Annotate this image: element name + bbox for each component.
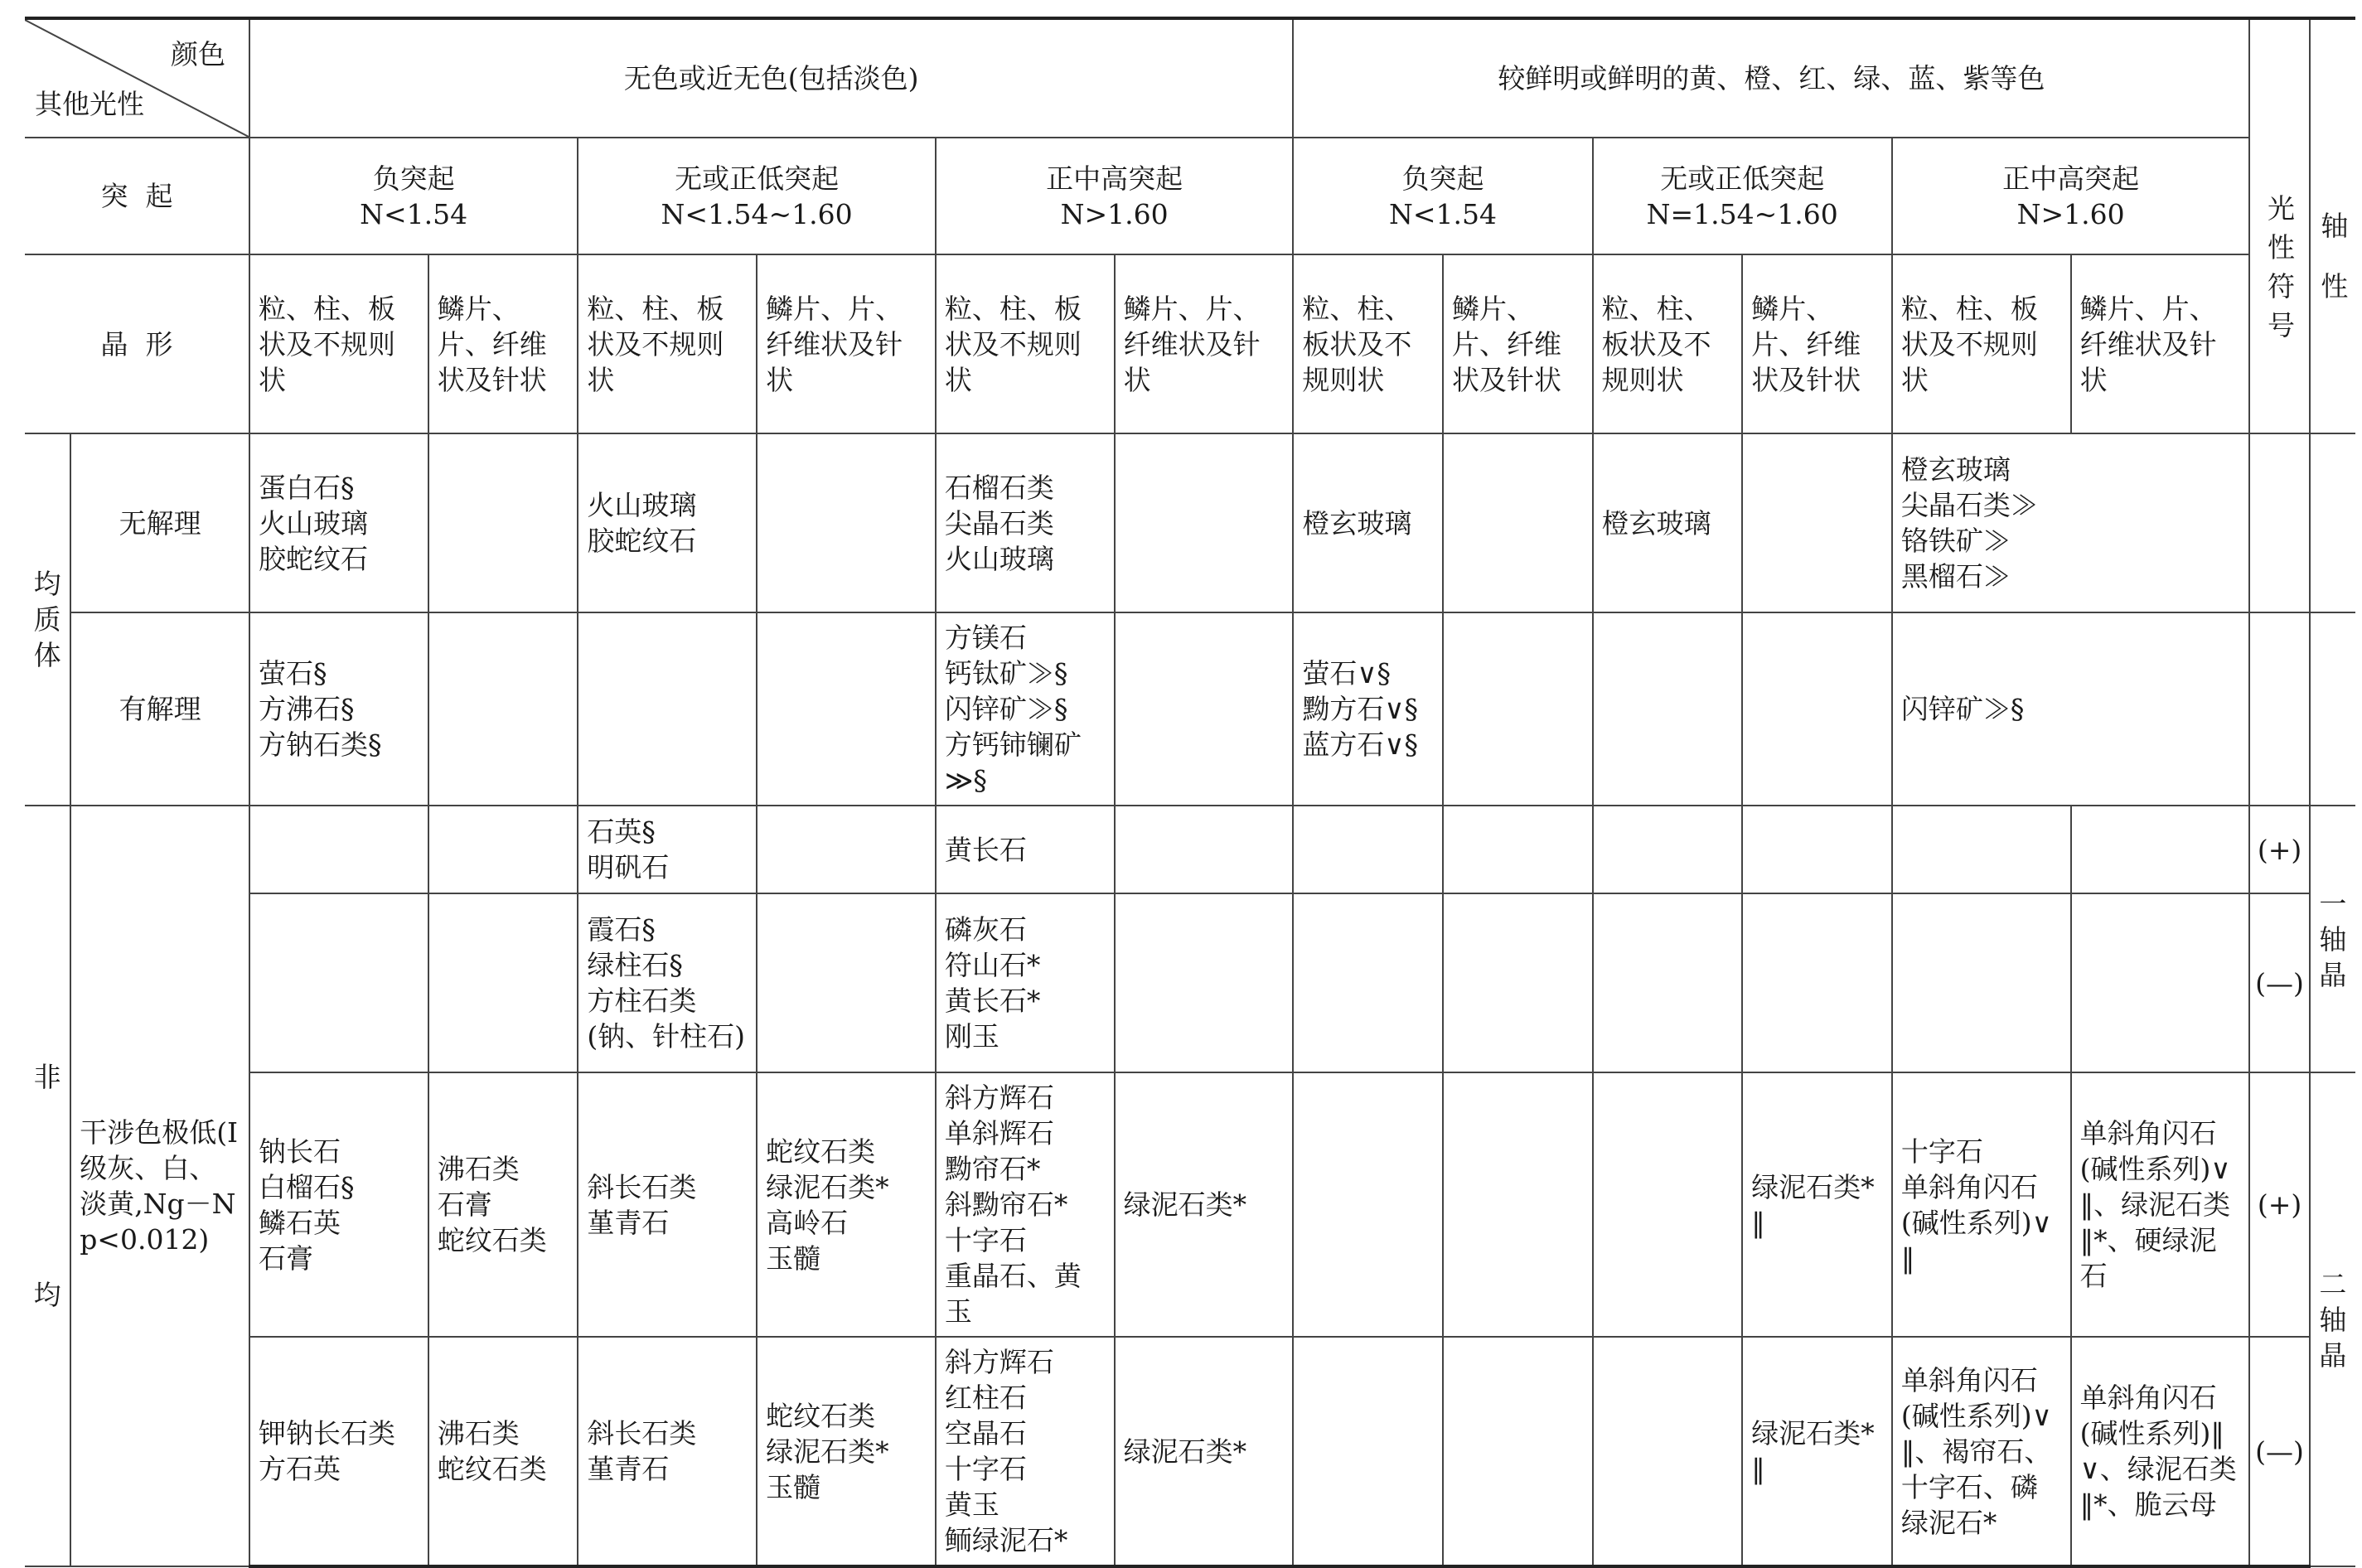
interference-color-label: 干涉色极低(Ⅰ级灰、白、淡黄,Ng－Np<0.012) xyxy=(70,806,249,1566)
cell-empty xyxy=(1443,893,1593,1072)
uniaxial-label: 一轴晶 xyxy=(2310,806,2355,1072)
cell-empty xyxy=(1742,893,1892,1072)
habit-flaky: 鳞片、片、纤维状及针状 xyxy=(2071,254,2250,433)
relief-negative-colored: 负突起 N<1.54 xyxy=(1293,138,1592,254)
habit-flaky: 鳞片、片、纤维状及针状 xyxy=(1115,254,1294,433)
cell-bi-pos-low-flaky: 蛇纹石类 绿泥石类* 高岭石 玉髓 xyxy=(757,1072,936,1337)
cell-no-cleavage-colored-low: 橙玄玻璃 xyxy=(1593,433,1743,612)
mineral-identification-table-page xyxy=(25,17,2355,1568)
cell-bi-pos-high-granular: 斜方辉石 单斜辉石 黝帘石* 斜黝帘石* 十字石 重晶石、黄玉 xyxy=(936,1072,1115,1337)
cell-no-cleavage-colored-neg: 橙玄玻璃 xyxy=(1293,433,1443,612)
cell-empty xyxy=(1593,612,1743,806)
cell-bi-neg-high-flaky: 绿泥石类* xyxy=(1115,1337,1294,1566)
cell-bi-pos-low-granular: 斜长石类 堇青石 xyxy=(578,1072,757,1337)
cell-bi-neg-colored-low-flaky: 绿泥石类*‖ xyxy=(1742,1337,1892,1566)
cell-empty xyxy=(1293,1337,1443,1566)
axiality-label: 轴性 xyxy=(2316,211,2350,332)
optic-sign-negative: (—) xyxy=(2249,893,2309,1072)
cell-cleavage-colored-neg: 萤石∨§ 黝方石∨§ 蓝方石∨§ xyxy=(1293,612,1443,806)
habit-flaky: 鳞片、片、纤维状及针状 xyxy=(757,254,936,433)
habit-granular: 粒、柱、板状及不规则状 xyxy=(936,254,1115,433)
cell-empty xyxy=(1115,806,1294,893)
cell-bi-neg-low-flaky: 蛇纹石类 绿泥石类* 玉髓 xyxy=(757,1337,936,1566)
relief-low-colored: 无或正低突起 N=1.54~1.60 xyxy=(1593,138,1892,254)
corner-other-optics-label: 其他光性 xyxy=(35,88,144,120)
cell-empty xyxy=(2249,433,2309,612)
cell-uni-pos-low-granular: 石英§ 明矾石 xyxy=(578,806,757,893)
isotropic-label: 均质体 xyxy=(25,433,70,806)
optic-sign-negative: (—) xyxy=(2249,1337,2309,1566)
cell-empty xyxy=(1742,433,1892,612)
cell-empty xyxy=(1742,806,1892,893)
optic-sign-positive: (+) xyxy=(2249,1072,2309,1337)
cell-empty xyxy=(757,806,936,893)
cell-bi-pos-colored-high-granular: 十字石 单斜角闪石(碱性系列)∨‖ xyxy=(1892,1072,2071,1337)
cell-empty xyxy=(1115,612,1294,806)
cell-empty xyxy=(428,433,578,612)
cell-bi-pos-colored-high-flaky: 单斜角闪石(碱性系列)∨‖、绿泥石类‖*、硬绿泥石 xyxy=(2071,1072,2250,1337)
cell-empty xyxy=(249,806,428,893)
relief-negative: 负突起 N<1.54 xyxy=(249,138,578,254)
cell-empty xyxy=(757,433,936,612)
cell-empty xyxy=(757,612,936,806)
relief-low: 无或正低突起 N<1.54~1.60 xyxy=(578,138,936,254)
habit-granular: 粒、柱、板状及不规则状 xyxy=(249,254,428,433)
cell-empty xyxy=(249,893,428,1072)
group-colored-header: 较鲜明或鲜明的黄、橙、红、绿、蓝、紫等色 xyxy=(1293,18,2249,138)
cell-empty xyxy=(428,806,578,893)
cell-bi-neg-low-granular: 斜长石类 堇青石 xyxy=(578,1337,757,1566)
cell-empty xyxy=(1593,893,1743,1072)
cell-empty xyxy=(1443,1072,1593,1337)
cell-cleavage-colored-high: 闪锌矿≫§ xyxy=(1892,612,2250,806)
cell-bi-neg-neg-flaky: 沸石类 蛇纹石类 xyxy=(428,1337,578,1566)
cell-empty xyxy=(2310,612,2355,806)
cell-bi-pos-high-flaky: 绿泥石类* xyxy=(1115,1072,1294,1337)
cell-empty xyxy=(1293,893,1443,1072)
relief-high: 正中高突起 N>1.60 xyxy=(936,138,1294,254)
cell-empty xyxy=(1115,893,1294,1072)
habit-flaky: 鳞片、片、纤维状及针状 xyxy=(1443,254,1593,433)
cell-bi-pos-neg-flaky: 沸石类 石膏 蛇纹石类 xyxy=(428,1072,578,1337)
cell-bi-neg-high-granular: 斜方辉石 红柱石 空晶石 十字石 黄玉 鲕绿泥石* xyxy=(936,1337,1115,1566)
anisotropic-label-top: 非 xyxy=(33,1061,61,1093)
mineral-identification-table xyxy=(25,17,2355,1568)
cell-empty xyxy=(1115,433,1294,612)
cell-bi-pos-neg-granular: 钠长石 白榴石§ 鳞石英 石膏 xyxy=(249,1072,428,1337)
cell-uni-neg-low-granular: 霞石§ 绿柱石§ 方柱石类 (钠、针柱石) xyxy=(578,893,757,1072)
habit-granular: 粒、柱、板状及不规则状 xyxy=(1293,254,1443,433)
cell-no-cleavage-colored-high: 橙玄玻璃 尖晶石类≫ 铬铁矿≫ 黑榴石≫ xyxy=(1892,433,2250,612)
cell-no-cleavage-low-granular: 火山玻璃 胶蛇纹石 xyxy=(578,433,757,612)
cell-empty xyxy=(1892,893,2071,1072)
cell-empty xyxy=(1293,1072,1443,1337)
cell-empty xyxy=(1593,806,1743,893)
optic-sign-header xyxy=(2249,18,2309,433)
cell-cleavage-neg-granular: 萤石§ 方沸石§ 方钠石类§ xyxy=(249,612,428,806)
relief-high-colored: 正中高突起 N>1.60 xyxy=(1892,138,2250,254)
cell-empty xyxy=(2071,806,2250,893)
cell-empty xyxy=(2249,612,2309,806)
cell-no-cleavage-high-granular: 石榴石类 尖晶石类 火山玻璃 xyxy=(936,433,1115,612)
cell-empty xyxy=(1443,433,1593,612)
corner-header-cell xyxy=(25,18,249,138)
group-colorless-header: 无色或近无色(包括淡色) xyxy=(249,18,1293,138)
cell-bi-pos-colored-low-flaky: 绿泥石类*‖ xyxy=(1742,1072,1892,1337)
anisotropic-label-bottom: 均 xyxy=(33,1279,61,1311)
cell-uni-neg-high-granular: 磷灰石 符山石* 黄长石* 刚玉 xyxy=(936,893,1115,1072)
cell-empty xyxy=(1443,612,1593,806)
cell-empty xyxy=(428,612,578,806)
habit-granular: 粒、柱、板状及不规则状 xyxy=(1593,254,1743,433)
corner-color-label: 颜色 xyxy=(170,38,225,70)
cell-empty xyxy=(578,612,757,806)
cell-empty xyxy=(1892,806,2071,893)
cell-empty xyxy=(2310,433,2355,612)
optic-sign-positive: (+) xyxy=(2249,806,2309,893)
cell-empty xyxy=(2071,893,2250,1072)
no-cleavage-label: 无解理 xyxy=(70,433,249,612)
habit-flaky: 鳞片、片、纤维状及针状 xyxy=(428,254,578,433)
cell-bi-neg-colored-high-flaky: 单斜角闪石(碱性系列)‖∨、绿泥石类‖*、脆云母 xyxy=(2071,1337,2250,1566)
cell-uni-pos-high-granular: 黄长石 xyxy=(936,806,1115,893)
cell-cleavage-high-granular: 方镁石 钙钛矿≫§ 闪锌矿≫§ 方钙铈镧矿 ≫§ xyxy=(936,612,1115,806)
habit-flaky: 鳞片、片、纤维状及针状 xyxy=(1742,254,1892,433)
habit-granular: 粒、柱、板状及不规则状 xyxy=(578,254,757,433)
cell-empty xyxy=(1293,806,1443,893)
cleavage-label: 有解理 xyxy=(70,612,249,806)
anisotropic-label xyxy=(25,806,70,1566)
biaxial-label: 二轴晶 xyxy=(2310,1072,2355,1566)
relief-row-header: 突 起 xyxy=(25,138,249,254)
cell-empty xyxy=(428,893,578,1072)
cell-empty xyxy=(757,893,936,1072)
cell-bi-neg-colored-high-granular: 单斜角闪石(碱性系列)∨‖、褐帘石、十字石、磷绿泥石* xyxy=(1892,1337,2071,1566)
cell-no-cleavage-neg-granular: 蛋白石§ 火山玻璃 胶蛇纹石 xyxy=(249,433,428,612)
cell-bi-neg-neg-granular: 钾钠长石类 方石英 xyxy=(249,1337,428,1566)
optic-sign-label: 光性符号 xyxy=(2263,194,2297,350)
axiality-header xyxy=(2310,18,2355,433)
cell-empty xyxy=(1593,1337,1743,1566)
cell-empty xyxy=(1593,1072,1743,1337)
cell-empty xyxy=(1443,1337,1593,1566)
habit-granular: 粒、柱、板状及不规则状 xyxy=(1892,254,2071,433)
cell-empty xyxy=(1742,612,1892,806)
habit-row-header: 晶 形 xyxy=(25,254,249,433)
cell-empty xyxy=(1443,806,1593,893)
